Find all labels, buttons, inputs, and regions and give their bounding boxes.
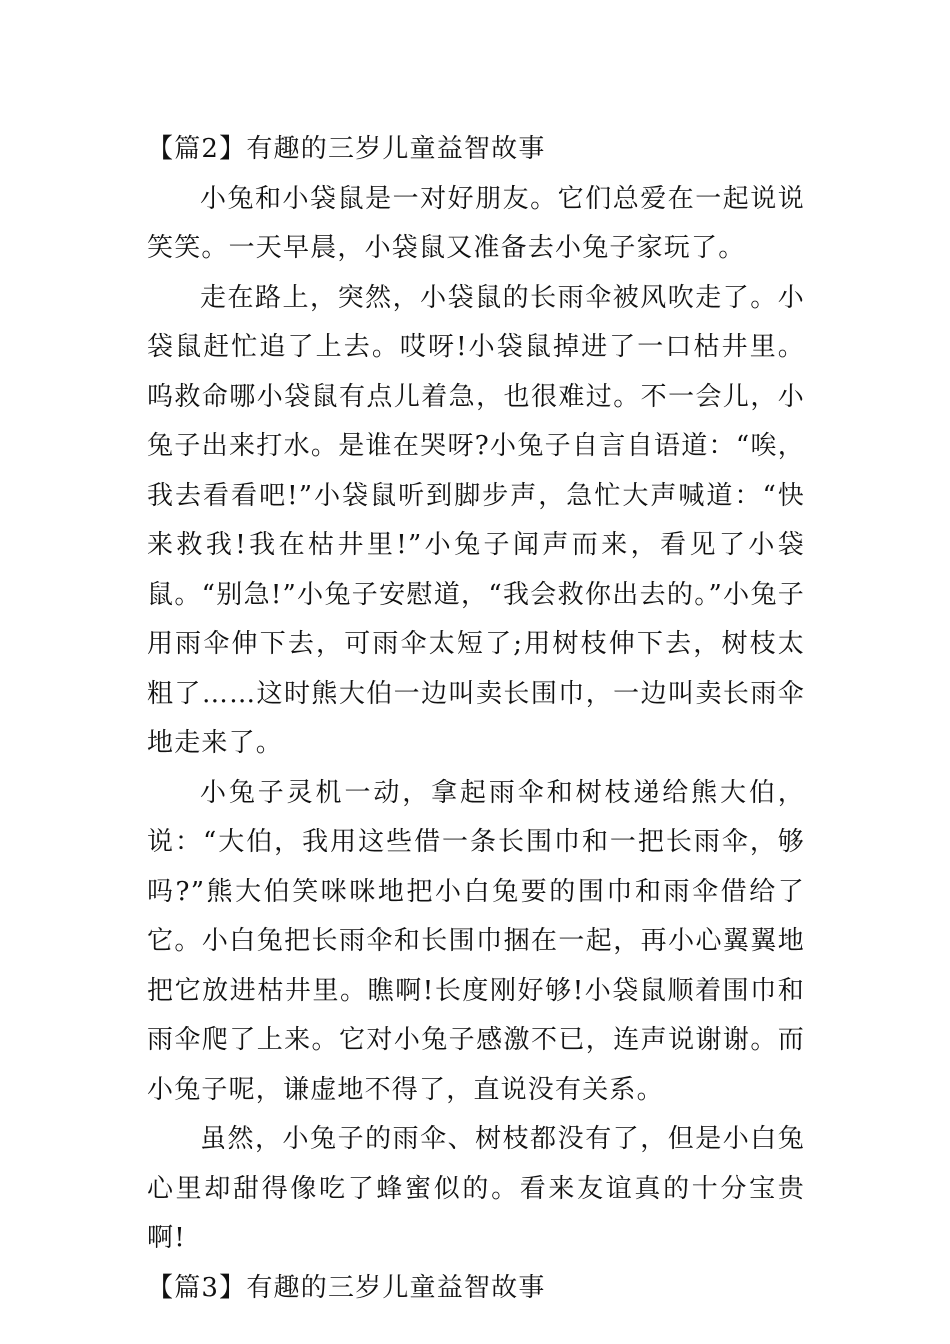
section-heading-2: 【篇2】有趣的三岁儿童益智故事 xyxy=(147,134,546,164)
story-paragraph-4: 虽然，小兔子的雨伞、树枝都没有了，但是小白兔心里却甜得像吃了蜂蜜似的。看来友谊真的十分宝贵啊! xyxy=(147,1124,805,1253)
story-paragraph-1: 小兔和小袋鼠是一对好朋友。它们总爱在一起说说笑笑。一天早晨，小袋鼠又准备去小兔子家玩了。 xyxy=(147,183,805,263)
story-paragraph-3: 小兔子灵机一动，拿起雨伞和树枝递给熊大伯，说：“大伯，我用这些借一条长围巾和一把长雨伞，够吗?”熊大伯笑咪咪地把小白兔要的围巾和雨伞借给了它。小白兔把长雨伞和长围巾捆在一起，再小心翼翼地把它放进枯井里。瞧啊!长度刚好够!小袋鼠顺着围巾和雨伞爬了上来。它对小兔子感激不已，连声说谢谢。而小兔子呢，谦虚地不得了，直说没有关系。 xyxy=(147,777,805,1105)
section-heading-3: 【篇3】有趣的三岁儿童益智故事 xyxy=(147,1272,546,1303)
document-body xyxy=(147,125,805,1313)
story-paragraph-2: 走在路上，突然，小袋鼠的长雨伞被风吹走了。小袋鼠赶忙追了上去。哎呀!小袋鼠掉进了一口枯井里。呜救命哪小袋鼠有点儿着急，也很难过。不一会儿，小兔子出来打水。是谁在哭呀?小兔子自言自语道：“唉，我去看看吧!”小袋鼠听到脚步声，急忙大声喊道：“快来救我!我在枯井里!”小兔子闻声而来，看见了小袋鼠。“别急!”小兔子安慰道，“我会救你出去的。”小兔子用雨伞伸下去，可雨伞太短了;用树枝伸下去，树枝太粗了……这时熊大伯一边叫卖长围巾，一边叫卖长雨伞地走来了。 xyxy=(147,282,805,758)
